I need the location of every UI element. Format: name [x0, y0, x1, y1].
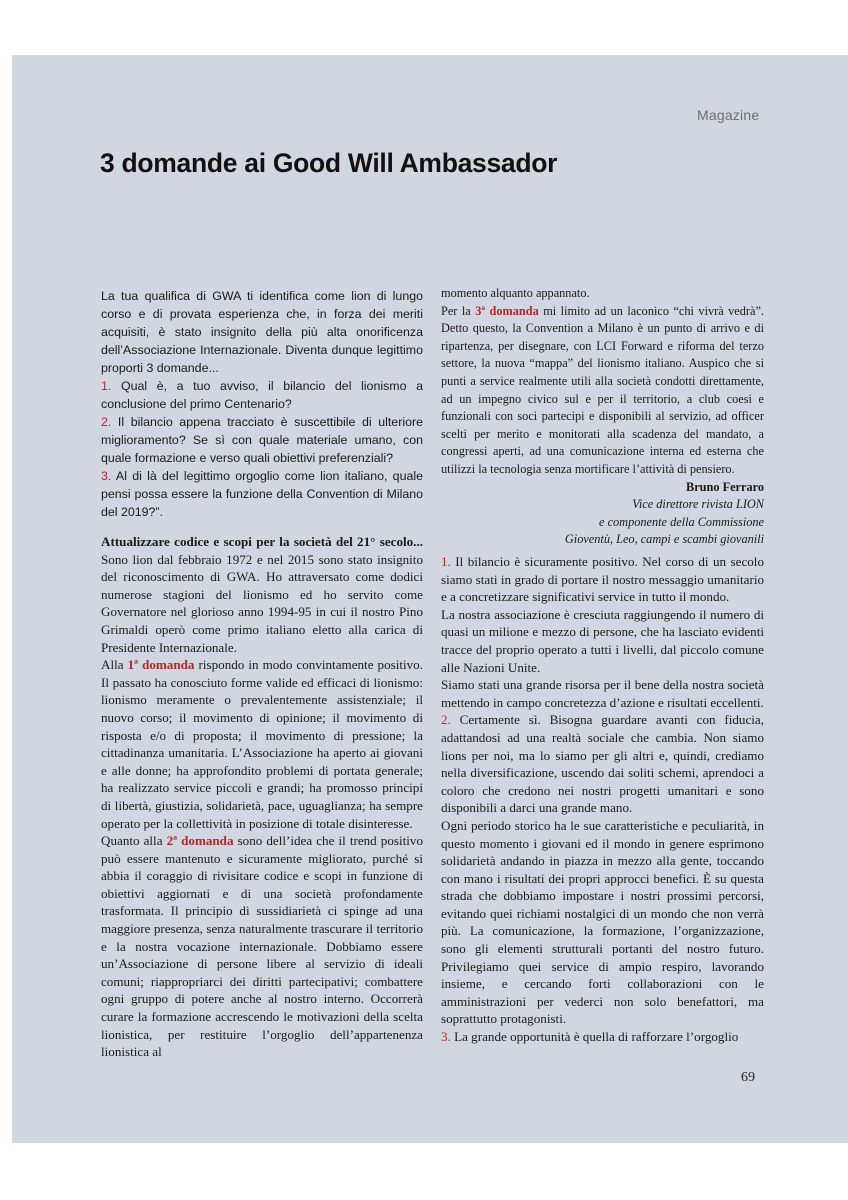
lead-heading: Attualizzare codice e scopi per la società del 21° secolo...: [101, 534, 423, 549]
author-name: Bruno Ferraro: [686, 479, 764, 494]
page-number: 69: [741, 1070, 755, 1085]
question-text: Qual è, a tuo avviso, il bilancio del lionismo a conclusione del primo Centenario?: [101, 379, 423, 411]
answer-paragraph: 2. Certamente sì. Bisogna guardare avanti con fiducia, adattandosi ad una realtà sociale che cambia. Non siamo lions per noi, ma lo siamo per gli altri e, quindi, crediamo nella diversificazione, uscendo dai soliti schemi, aprendoci a coloro che credono nei nostri progetti umanitari e sono disponibili a darci una grande mano.: [441, 712, 764, 816]
paragraph: Quanto alla 2ª domanda sono dell’idea che il trend positivo può essere mantenuto e sicuramente migliorato, purché si abbia il coraggio di rivisitare codice e scopi in funzione di obiettivi aggiornati e di una società profondamente trasformata. Il principio di sussidiarietà ci spinge ad una maggiore presenza, senza naturalmente trascurare il territorio e la nostra vocazione internazionale. Dobbiamo essere un’Associazione di persone libere al servizio di ideali comuni; riappropriarci dei diritti partecipativi; combattere ogni gruppo di potere anche al nostro interno. Occorrerà curare la formazione accrescendo le motivazioni della scelta lionistica, per restituire l’orgoglio dell’appartenenza lionistica al: [101, 833, 423, 1060]
question-reference: 3ª domanda: [475, 303, 539, 318]
author-signature: [441, 479, 764, 549]
answer-paragraph: Ogni periodo storico ha le sue caratteristiche e peculiarità, in questo momento i giovani ed il mondo in genere esprimono solidarietà andando in piazza in mezzo alla gente, toccando con mano i risultati dei propri approcci benefici. È su questa strada che dobbiamo impostare i nostri prossimi percorsi, evitando quei richiami nostalgici di un mondo che non verrà più. La comunicazione, la formazione, l’organizzazione, sono gli elementi strutturali portanti del nostro futuro. Privilegiamo quei service di ampio respiro, lavorando insieme, e cercando forti collaborazioni con le amministrazioni per vederci non solo benefattori, ma soprattutto protagonisti.: [441, 817, 764, 1027]
question-reference: 2ª domanda: [166, 833, 234, 849]
question-text: Al di là del legittimo orgoglio come lion italiano, quale pensi possa essere la funzione della Convention di Milano del 2019?”.: [101, 469, 423, 519]
author-role: Vice direttore rivista LION: [632, 497, 764, 512]
question-number: 2.: [101, 415, 112, 429]
paragraph: momento alquanto appannato.: [441, 286, 590, 300]
question-reference: 1ª domanda: [127, 657, 195, 673]
intro-question-1: [101, 377, 423, 413]
answer-number: 3.: [441, 1029, 451, 1045]
answer-paragraph: Siamo stati una grande risorsa per il bene della nostra società mettendo in campo concretezza d’azione e risultati eccellenti.: [441, 677, 764, 710]
answer-number: 1.: [441, 554, 451, 569]
answer-paragraph: La nostra associazione è cresciuta raggiungendo il numero di quasi un milione e mezzo di persone, che ha lasciato evidenti tracce del proprio operato a tutti i livelli, dal piccolo comune alle Nazioni Unite.: [441, 606, 764, 675]
paragraph: Alla 1ª domanda rispondo in modo convintamente positivo. Il passato ha conosciuto forme valide ed efficaci di lionismo: lionismo meramente o prevalentemente assistenziale; il nuovo corso; il movimento di opinione; il movimento di risposta e/o di proposta; il movimento di pressione; la cittadinanza umanitaria. L’Associazione ha aperto ai giovani e alle donne; ha approfondito problemi di portata generale; ha realizzato service piccoli e grandi; ha promosso principi di libertà, giustizia, solidarietà, pace, uguaglianza; ha sempre operato per la collettività in posizione di totale disinteresse.: [101, 657, 424, 831]
answer-paragraph: 1. Il bilancio è sicuramente positivo. Nel corso di un secolo siamo stati in grado di portare il nostro messaggio umanitario e a concretizzare significativi service in tutto il mondo.: [441, 554, 764, 605]
author-role: Gioventù, Leo, campi e scambi giovanili: [564, 532, 764, 547]
intro-block: [101, 287, 423, 521]
intro-text: La tua qualifica di GWA ti identifica come lion di lungo corso e di provata esperienza che, in forza dei meriti acquisiti, è stato insignito della più alta onorificenza dell’Associazione Internazionale. Diventa dunque legittimo proporti 3 domande...: [101, 289, 423, 375]
article-title: 3 domande ai Good Will Ambassador: [100, 148, 558, 178]
answer-paragraph: 3. La grande opportunità è quella di rafforzare l’orgoglio: [441, 1029, 739, 1045]
author-role: e componente della Commissione: [599, 514, 764, 529]
right-column-answers: [441, 553, 764, 1046]
intro-question-2: [101, 413, 423, 467]
right-column-top: [441, 285, 764, 549]
question-number: 3.: [101, 469, 112, 483]
question-text: Il bilancio appena tracciato è suscettibile di ulteriore miglioramento? Se sì con quale materiale umano, con quale formazione e verso quali obiettivi preferenziali?: [101, 415, 423, 465]
question-number: 1.: [101, 379, 112, 393]
section-label: Magazine: [697, 107, 760, 123]
paragraph: Attualizzare codice e scopi per la società del 21° secolo... Sono lion dal febbraio 1972 e nel 2015 sono stato insignito del riconoscimento di GWA. Ho attraversato come dodici numerose stagioni del lionismo ed ho servito come Governatore nel glorioso anno 1994-95 in cui il nostro Pino Grimaldi operò come primo italiano eletto alla carica di Presidente Internazionale.: [101, 534, 423, 655]
answer-number: 2.: [441, 712, 451, 728]
left-column: [101, 533, 423, 1061]
paragraph: Per la 3ª domanda mi limito ad un laconico “chi vivrà vedrà”. Detto questo, la Convention a Milano è un punto di arrivo e di ripartenza, per disegnare, con LCI Forward e riforma del terzo settore, la nuova “mappa” del lionismo italiano. Auspico che si punti a service realmente utili alla società condotti direttamente, ad un impegno civico sul e per il territorio, a club coesi e funzionali con soci partecipi e disponibili al servizio, ad officer scelti per merito e monitorati alla scadenza del mandato, a congressi aperti, ad una comunicazione interna ed esterna che utilizzi la tecnologia senza mortificare l’attività di pensiero.: [441, 303, 764, 476]
intro-question-3: [101, 467, 423, 521]
